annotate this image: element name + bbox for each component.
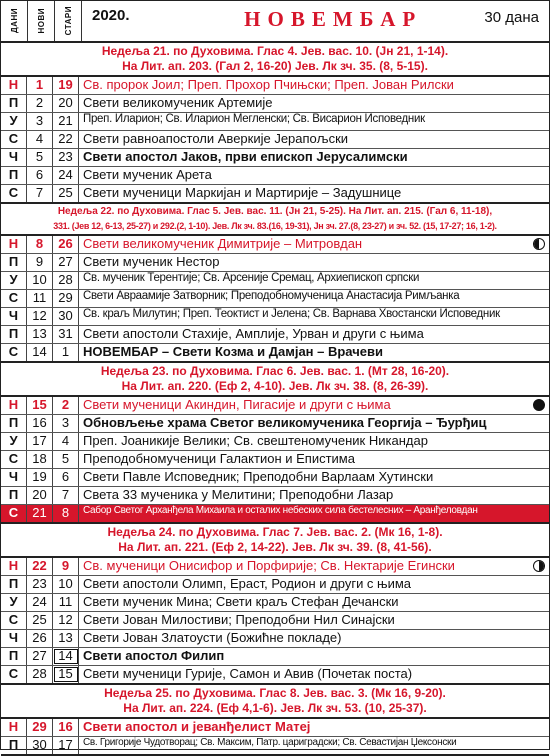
new-date-cell: 13 (27, 326, 53, 343)
feast-name: Свети Авраамије Затворник; Преподобномученица Анастасија Римљанка (83, 290, 460, 302)
feast-name: Свети мученик Мина; Свети краљ Стефан Дечански (83, 594, 399, 609)
new-date-cell: 5 (27, 149, 53, 166)
weekday-cell: Н (1, 558, 27, 575)
feast-name: Свети апостол Филип (83, 648, 225, 663)
feast-name: Св. мученици Онисифор и Порфирије; Св. Нектарије Егински (79, 558, 549, 575)
old-date-cell: 16 (53, 719, 79, 736)
feast-name: Преп. Иларион; Св. Иларион Мегленски; Св. Висарион Исповедник (83, 113, 425, 125)
old-date-cell: 6 (53, 469, 79, 486)
feast-name: Свети Јован Милостиви; Преподобни Нил Синајски (83, 612, 395, 627)
feast-name: Св. Григорије Чудотворац; Св. Максим, Патр. цариградски; Св. Севастијан Џексонски (83, 737, 457, 748)
old-date-cell: 7 (53, 487, 79, 504)
old-date-cell: 24 (53, 167, 79, 184)
sunday-reading (1, 685, 549, 719)
old-date-cell: 11 (53, 594, 79, 611)
feast-name: Свети великомученик Артемије (83, 95, 273, 110)
day-row (1, 77, 549, 95)
old-date-cell: 17 (53, 737, 79, 754)
weekday-cell: П (1, 648, 27, 665)
old-date-cell: 9 (53, 558, 79, 575)
day-row (1, 451, 549, 469)
weekday-cell: У (1, 433, 27, 450)
old-date-cell: 14 (53, 648, 79, 665)
old-date-cell: 4 (53, 433, 79, 450)
moon-phase-icon (533, 560, 545, 572)
weekday-cell: Н (1, 236, 27, 253)
old-date-cell: 21 (53, 113, 79, 130)
day-row (1, 433, 549, 451)
weekday-cell: П (1, 576, 27, 593)
feast-name: Свети апостол и јеванђелист Матеј (83, 719, 311, 734)
reading-line: На Лит. ап. 221. (Еф 2, 14-22). Јев. Лк зч. 39. (8, 41-56). (118, 540, 432, 554)
day-row (1, 469, 549, 487)
feast-name: Сабор Светог Арханђела Михаила и осталих небеских сила бестелесних – Аранђеловдан (79, 505, 549, 522)
week-block (1, 363, 549, 524)
feast-name: Света 33 мученика у Мелитини; Преподобни Лазар (83, 487, 394, 502)
day-row (1, 236, 549, 254)
sunday-reading (1, 43, 549, 77)
weekday-cell: П (1, 254, 27, 271)
old-date-cell: 13 (53, 630, 79, 647)
feast-name: Св. пророк Јоил; Преп. Прохор Пчињски; Преп. Јован Рилски (83, 77, 454, 92)
day-row (1, 666, 549, 683)
old-date-cell: 2 (53, 397, 79, 414)
reading-line: Недеља 22. по Духовима. Глас 5. Јев. вас. 11. (Јн 21, 5-25). На Лит. ап. 215. (Гал 6, 11-18), (57, 206, 493, 217)
feast-name: Свети апостол Јаков, први епископ Јерусалимски (83, 149, 408, 164)
new-date-cell: 18 (27, 451, 53, 468)
new-date-cell: 2 (27, 95, 53, 112)
old-date-cell: 12 (53, 612, 79, 629)
month-title: НОВЕМБАР (244, 7, 423, 31)
new-date-cell: 27 (27, 648, 53, 665)
weekday-cell: У (1, 272, 27, 289)
day-row (1, 594, 549, 612)
feast-name: Свети апостоли Олимп, Ераст, Родион и други с њима (83, 576, 412, 591)
old-date-cell: 29 (53, 290, 79, 307)
moon-phase-icon (533, 238, 545, 250)
weekday-cell: У (1, 594, 27, 611)
weekday-cell: С (1, 451, 27, 468)
old-date-cell: 3 (53, 415, 79, 432)
calendar-header (1, 1, 549, 43)
day-row (1, 308, 549, 326)
reading-line: На Лит. ап. 203. (Гал 2, 16-20) Јев. Лк зч. 35. (8, 5-15). (122, 59, 428, 73)
new-date-cell: 10 (27, 272, 53, 289)
column-header-old: СТАРИ (55, 1, 82, 41)
day-row (1, 576, 549, 594)
feast-name: Преп. Јоаникије Велики; Св. свештеномученик Никандар (83, 433, 428, 448)
weekday-cell: С (1, 666, 27, 683)
new-date-cell: 26 (27, 630, 53, 647)
day-row (1, 290, 549, 308)
day-row (1, 272, 549, 290)
old-date-cell: 31 (53, 326, 79, 343)
week-block (1, 43, 549, 204)
weekday-cell: Ч (1, 149, 27, 166)
weekday-cell: П (1, 487, 27, 504)
weekday-cell: П (1, 167, 27, 184)
new-date-cell: 9 (27, 254, 53, 271)
weekday-cell: Ч (1, 469, 27, 486)
old-date-cell: 25 (53, 185, 79, 202)
day-row (1, 397, 549, 415)
weekday-cell: У (1, 113, 27, 130)
day-row (1, 167, 549, 185)
reading-line: Недеља 25. по Духовима. Глас 8. Јев. вас. 3. (Мк 16, 9-20). (104, 686, 446, 700)
column-header-new: НОВИ (28, 1, 55, 41)
reading-line: Недеља 21. по Духовима. Глас 4. Јев. вас. 10. (Јн 21, 1-14). (101, 44, 449, 58)
feast-name: Преподобномученици Галактион и Епистима (83, 451, 355, 466)
feast-name: Обновљење храма Светог великомученика Георгија – Ђурђиц (83, 415, 487, 430)
weekday-cell: Н (1, 397, 27, 414)
day-row (1, 737, 549, 754)
weekday-cell: П (1, 326, 27, 343)
new-date-cell: 16 (27, 415, 53, 432)
new-date-cell: 24 (27, 594, 53, 611)
week-block (1, 524, 549, 685)
new-date-cell: 22 (27, 558, 53, 575)
reading-line: 331. (Јев 12, 6-13, 25-27) и 292.(2, 1-10). Јев. Лк зч. 83.(16, 19-31), Јн зч. 27.(8, 23-27) и зч. 52. (15, 17-27; 16, 1-2). (53, 221, 497, 231)
day-row (1, 487, 549, 505)
day-row (1, 95, 549, 113)
moon-phase-icon (533, 399, 545, 411)
day-row (1, 719, 549, 737)
feast-name: Свети мученици Гурије, Самон и Авив (Почетак поста) (83, 666, 413, 681)
weekday-cell: Н (1, 719, 27, 736)
old-date-cell: 19 (53, 77, 79, 94)
day-row (1, 344, 549, 361)
day-row (1, 326, 549, 344)
new-date-cell: 23 (27, 576, 53, 593)
day-row (1, 558, 549, 576)
old-date-cell: 26 (53, 236, 79, 253)
new-date-cell: 7 (27, 185, 53, 202)
day-row (1, 149, 549, 167)
old-date-cell: 15 (53, 666, 79, 683)
day-row (1, 648, 549, 666)
new-date-cell: 4 (27, 131, 53, 148)
new-date-cell: 25 (27, 612, 53, 629)
sunday-reading (1, 204, 549, 236)
old-date-cell: 23 (53, 149, 79, 166)
new-date-cell: 12 (27, 308, 53, 325)
feast-name: Свети мученик Нестор (83, 254, 220, 269)
day-row (1, 113, 549, 131)
weekday-cell: П (1, 95, 27, 112)
day-row (1, 630, 549, 648)
week-block (1, 685, 549, 756)
weekday-cell: С (1, 344, 27, 361)
new-date-cell: 21 (27, 505, 53, 522)
feast-name: Свети Јован Златоусти (Божићне покладе) (83, 630, 342, 645)
feast-name: Свети Павле Исповедник; Преподобни Варлаам Хутински (83, 469, 434, 484)
feast-name: Свети мученици Акиндин, Пигасије и други с њима (79, 397, 549, 414)
new-date-cell: 30 (27, 737, 53, 754)
new-date-cell: 28 (27, 666, 53, 683)
old-date-cell: 1 (53, 344, 79, 361)
weekday-cell: С (1, 185, 27, 202)
reading-line: Недеља 24. по Духовима. Глас 7. Јев. вас. 2. (Мк 16, 1-8). (107, 525, 443, 539)
new-date-cell: 15 (27, 397, 53, 414)
weekday-cell: С (1, 131, 27, 148)
day-row (1, 415, 549, 433)
feast-name: Свети мученици Маркијан и Мартирије – Задушнице (83, 185, 402, 200)
old-date-cell: 8 (53, 505, 79, 522)
new-date-cell: 14 (27, 344, 53, 361)
new-date-cell: 8 (27, 236, 53, 253)
weekday-cell: П (1, 415, 27, 432)
feast-name: Свети великомученик Димитрије – Митровдан (79, 236, 549, 253)
feast-name: Св. мученик Терентије; Св. Арсеније Сремац, Архиепископ српски (83, 272, 420, 284)
old-date-cell: 20 (53, 95, 79, 112)
reading-line: На Лит. ап. 220. (Еф 2, 4-10). Јев. Лк зч. 38. (8, 26-39). (121, 379, 429, 393)
week-block (1, 204, 549, 363)
day-row (1, 185, 549, 202)
feast-name: Св. краљ Милутин; Преп. Теоктист и Јелена; Св. Варнава Хвостански Исповедник (83, 308, 500, 320)
weekday-cell: Ч (1, 308, 27, 325)
day-row (1, 612, 549, 630)
new-date-cell: 1 (27, 77, 53, 94)
weekday-cell: С (1, 505, 27, 522)
day-row (1, 505, 549, 522)
new-date-cell: 6 (27, 167, 53, 184)
old-date-cell: 27 (53, 254, 79, 271)
old-date-cell: 10 (53, 576, 79, 593)
weekday-cell: Н (1, 77, 27, 94)
new-date-cell: 29 (27, 719, 53, 736)
days-count: 30 дана (484, 9, 539, 26)
weekday-cell: С (1, 290, 27, 307)
feast-name: Свети мученик Арета (83, 167, 212, 182)
weekday-cell: С (1, 612, 27, 629)
column-header-days: ДАНИ (1, 1, 28, 41)
weekday-cell: Ч (1, 630, 27, 647)
day-row (1, 131, 549, 149)
new-date-cell: 11 (27, 290, 53, 307)
year-label: 2020. (92, 7, 130, 24)
old-date-cell: 28 (53, 272, 79, 289)
new-date-cell: 19 (27, 469, 53, 486)
old-date-cell: 30 (53, 308, 79, 325)
sunday-reading (1, 524, 549, 558)
day-row (1, 254, 549, 272)
sunday-reading (1, 363, 549, 397)
new-date-cell: 17 (27, 433, 53, 450)
feast-name: Свети апостоли Стахије, Амплије, Урван и други с њима (83, 326, 424, 341)
new-date-cell: 20 (27, 487, 53, 504)
reading-line: На Лит. ап. 224. (Еф 4,1-6). Јев. Лк зч. 53. (10, 25-37). (123, 701, 427, 715)
new-date-cell: 3 (27, 113, 53, 130)
weekday-cell: П (1, 737, 27, 754)
reading-line: Недеља 23. по Духовима. Глас 6. Јев. вас. 1. (Мт 28, 16-20). (100, 364, 450, 378)
old-date-cell: 22 (53, 131, 79, 148)
old-date-cell: 5 (53, 451, 79, 468)
feast-name: НОВЕМБАР – Свети Козма и Дамјан – Врачеви (83, 344, 383, 359)
weeks-container (1, 43, 549, 756)
feast-name: Свети равноапостоли Аверкије Јерапољски (83, 131, 349, 146)
